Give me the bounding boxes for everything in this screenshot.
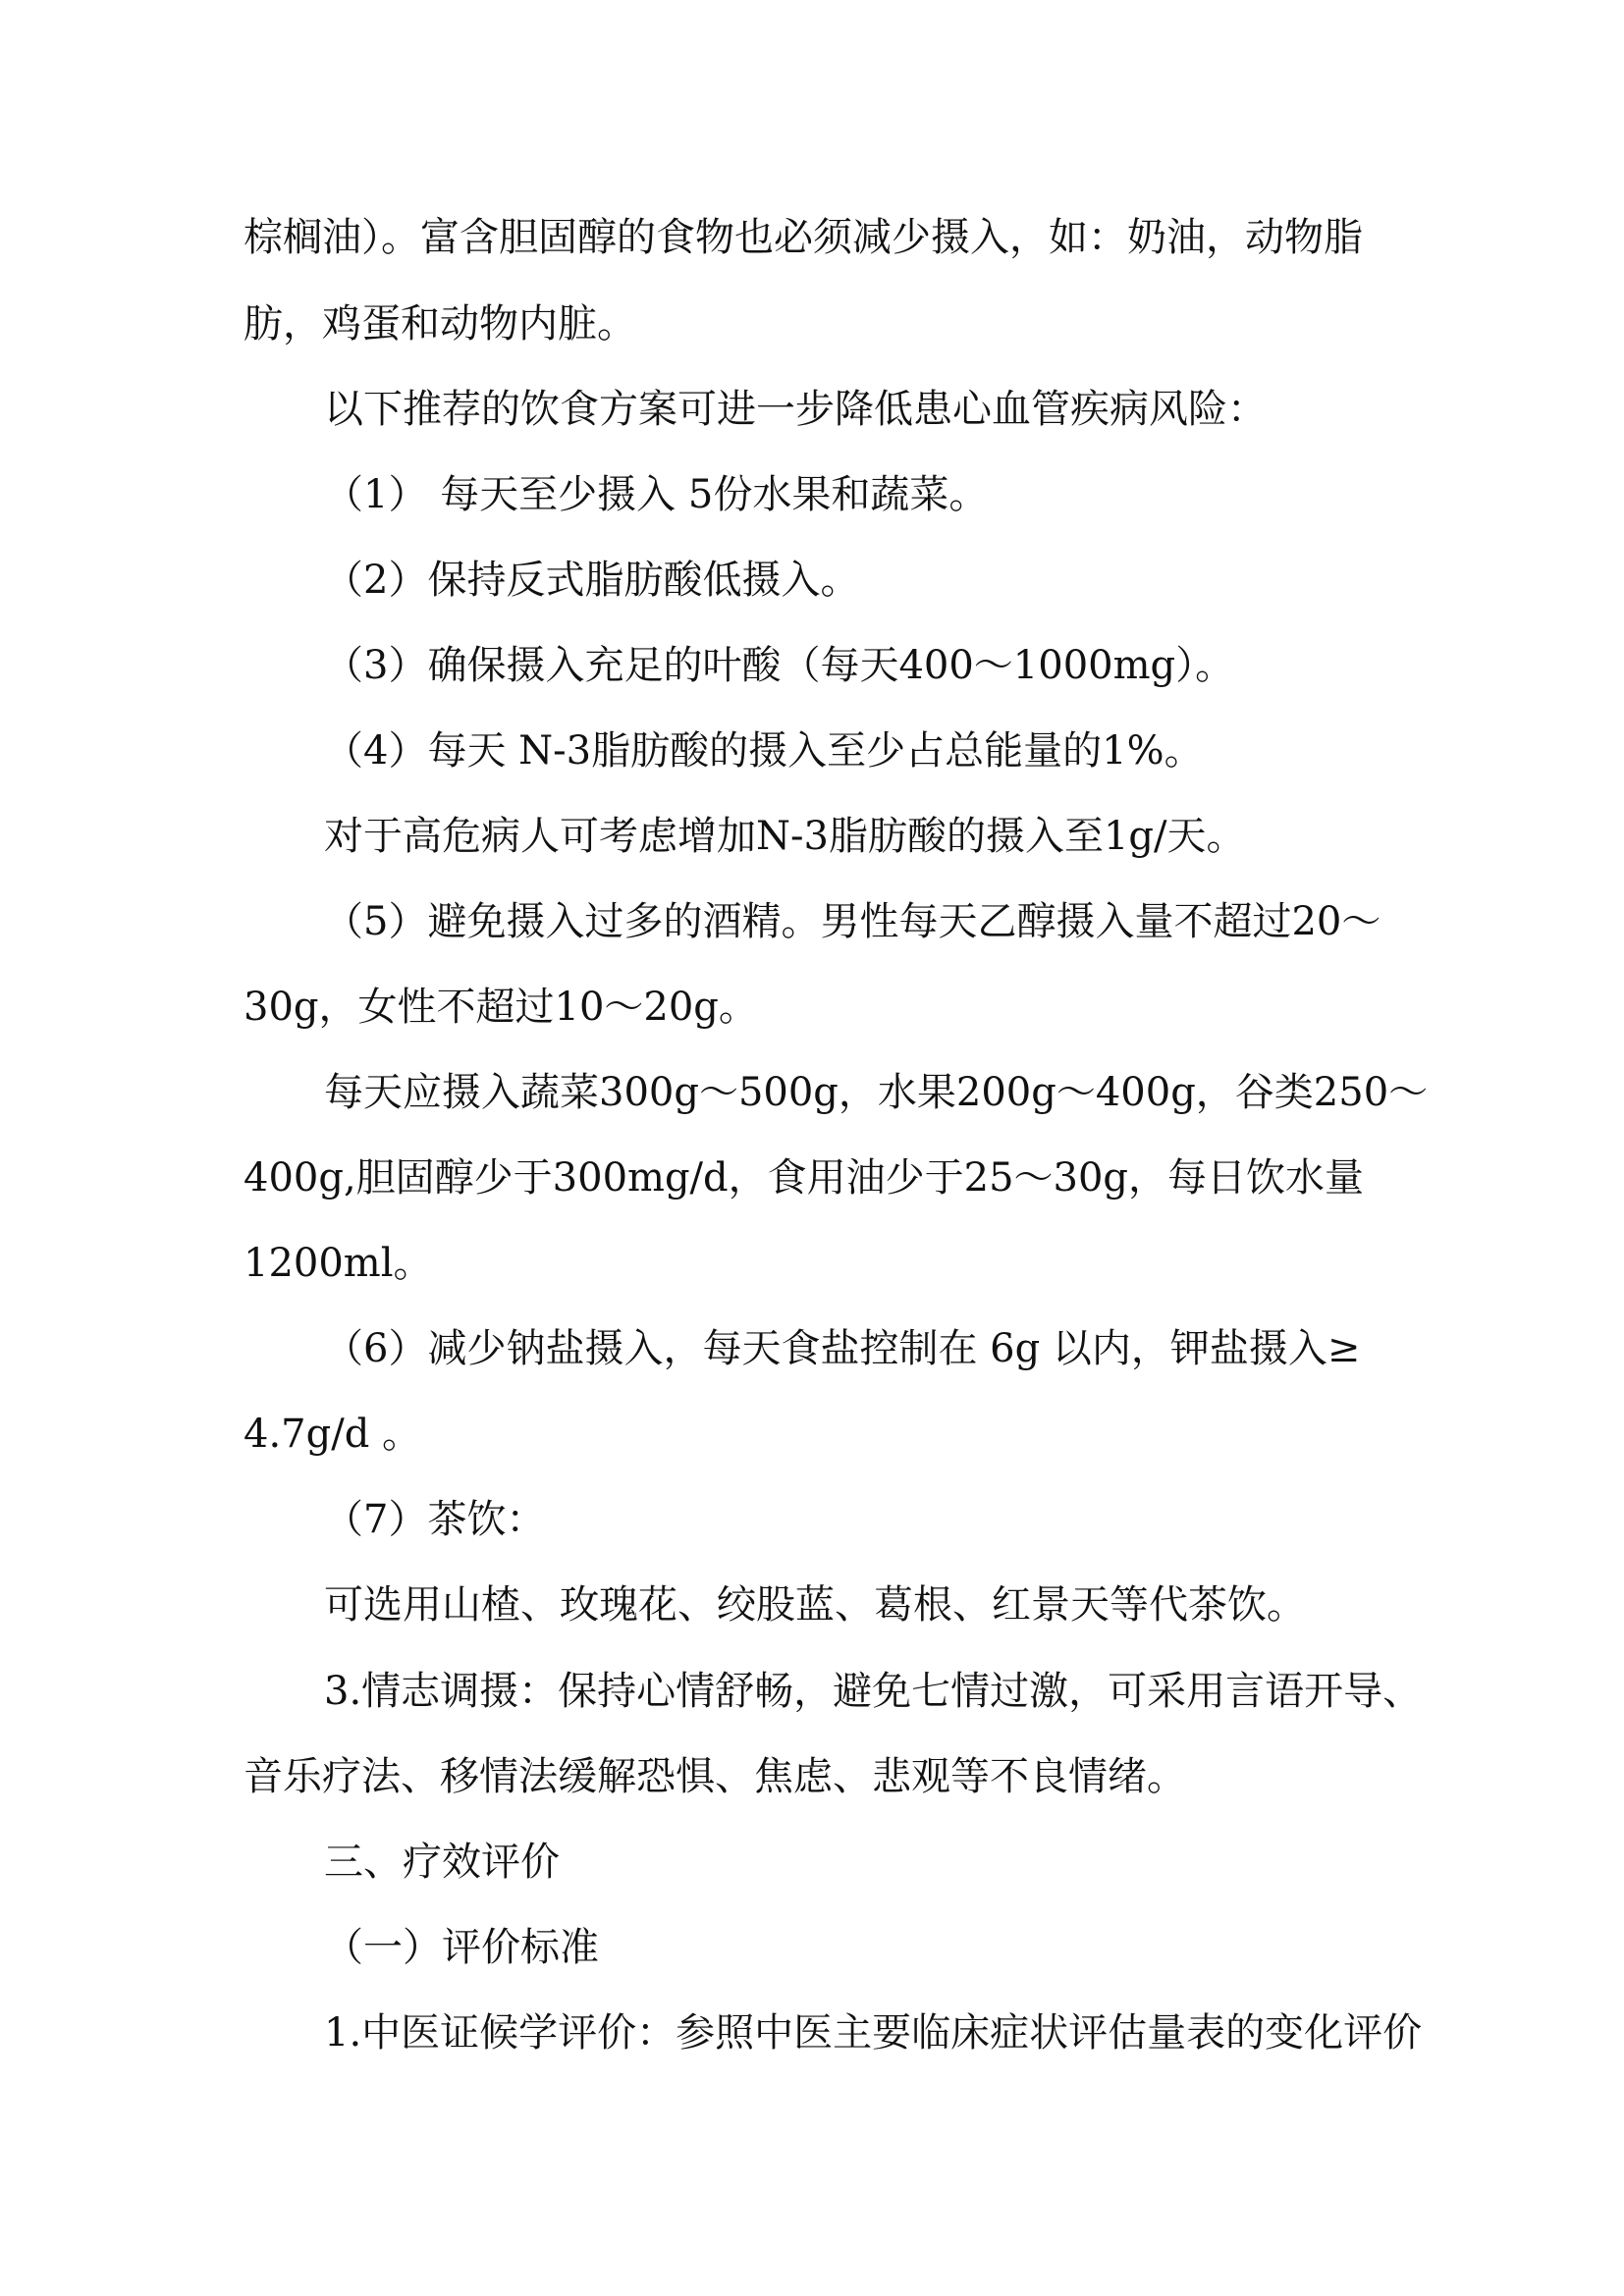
subsection-heading: （一）评价标准: [324, 1925, 599, 1970]
section-heading: 三、疗效评价: [324, 1840, 560, 1885]
list-item: （1） 每天至少摄入 5份水果和蔬菜。: [324, 472, 989, 517]
text-line: 可选用山楂、玫瑰花、绞股蓝、葛根、红景天等代茶饮。: [324, 1582, 1306, 1628]
list-item: （5）避免摄入过多的酒精。男性每天乙醇摄入量不超过20～: [324, 899, 1381, 944]
list-item: （2）保持反式脂肪酸低摄入。: [324, 558, 860, 603]
text-line: 1200ml。: [244, 1241, 433, 1286]
text-line: 肪，鸡蛋和动物内脏。: [244, 301, 636, 347]
text-line: 400g,胆固醇少于300mg/d，食用油少于25～30g，每日饮水量: [244, 1155, 1365, 1201]
text-line: 每天应摄入蔬菜300g～500g，水果200g～400g，谷类250～: [324, 1070, 1429, 1115]
text-line: 4.7g/d 。: [244, 1412, 422, 1457]
list-item: （7）茶饮：: [324, 1497, 546, 1542]
text-line: 对于高危病人可考虑增加N-3脂肪酸的摄入至1g/天。: [324, 814, 1246, 859]
text-line: 棕榈油）。富含胆固醇的食物也必须减少摄入，如：奶油，动物脂: [244, 215, 1363, 260]
text-line: 3.情志调摄：保持心情舒畅，避免七情过激，可采用言语开导、: [324, 1669, 1423, 1714]
text-line: 30g，女性不超过10～20g。: [244, 985, 758, 1030]
list-item: （4）每天 N-3脂肪酸的摄入至少占总能量的1%。: [324, 728, 1204, 774]
list-item: （6）减少钠盐摄入，每天食盐控制在 6g 以内，钾盐摄入≥: [324, 1326, 1361, 1371]
text-line: 1.中医证候学评价：参照中医主要临床症状评估量表的变化评价: [324, 2010, 1423, 2056]
text-line: 音乐疗法、移情法缓解恐惧、焦虑、悲观等不良情绪。: [244, 1754, 1186, 1799]
list-item: （3）确保摄入充足的叶酸（每天400～1000mg）。: [324, 643, 1235, 688]
text-line: 以下推荐的饮食方案可进一步降低患心血管疾病风险：: [324, 387, 1267, 432]
